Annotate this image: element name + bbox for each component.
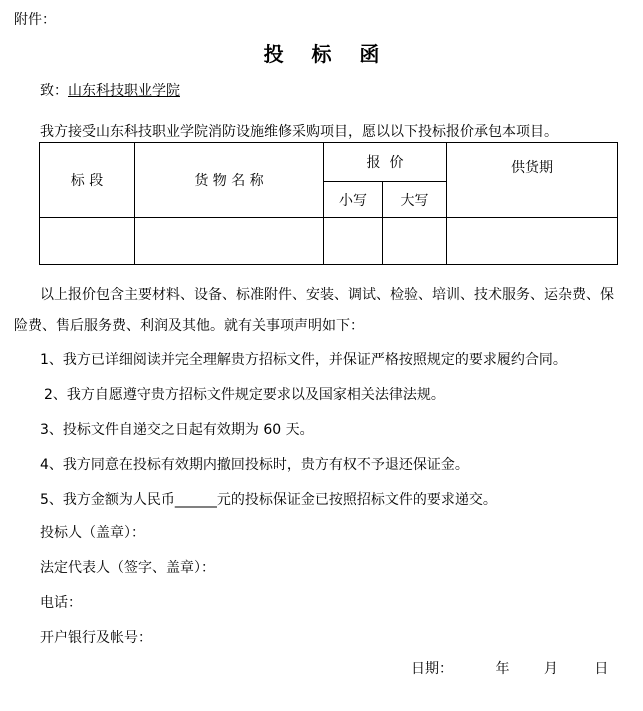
header-price-upper: 大写	[383, 182, 447, 218]
declaration-item: 1、我方已详细阅读并完全理解贵方招标文件，并保证严格按照规定的要求履约合同。	[40, 352, 567, 368]
cell-price-lower[interactable]	[324, 218, 383, 265]
bidder-seal-label: 投标人（盖章）：	[40, 525, 145, 541]
header-section: 标 段	[40, 143, 135, 218]
declaration-item: 3、投标文件自递交之日起有效期为 60 天。	[40, 422, 314, 438]
bid-price-table	[39, 142, 618, 265]
declaration-item: 4、我方同意在投标有效期内撤回投标时，贵方有权不予退还保证金。	[40, 457, 469, 473]
addressee-prefix: 致：	[40, 83, 68, 99]
cell-price-upper[interactable]	[383, 218, 447, 265]
legal-representative-label: 法定代表人（签字、盖章）：	[40, 560, 215, 576]
attachment-label: 附件：	[14, 12, 56, 28]
cell-section[interactable]	[40, 218, 135, 265]
date-month: 月	[543, 661, 558, 677]
date-year: 年	[495, 661, 510, 677]
declaration-item: 5、我方金额为人民币______元的投标保证金已按照招标文件的要求递交。	[40, 492, 497, 508]
date-day: 日	[594, 661, 609, 677]
addressee-name: 山东科技职业学院	[68, 83, 180, 99]
declaration-item: 2、我方自愿遵守贵方招标文件规定要求以及国家相关法律法规。	[44, 387, 445, 403]
header-price-lower: 小写	[324, 182, 383, 218]
document-title: 投 标 函	[263, 42, 380, 66]
phone-label: 电话：	[40, 595, 82, 611]
header-goods-name: 货 物 名 称	[135, 143, 324, 218]
date-label: 日期：	[411, 661, 453, 677]
addressee-line	[40, 80, 180, 100]
cell-goods-name[interactable]	[135, 218, 324, 265]
cell-supply-period[interactable]	[447, 218, 618, 265]
scope-paragraph-line1: 以上报价包含主要材料、设备、标准附件、安装、调试、检验、培训、技术服务、运杂费、保	[40, 287, 614, 303]
date-line	[411, 658, 608, 678]
scope-paragraph-line2: 险费、售后服务费、利润及其他。就有关事项声明如下：	[14, 318, 364, 334]
header-price: 报 价	[324, 143, 447, 182]
header-supply-period: 供货期	[447, 143, 618, 218]
bank-account-label: 开户银行及帐号：	[40, 630, 152, 646]
intro-text: 我方接受山东科技职业学院消防设施维修采购项目，愿以以下投标报价承包本项目。	[40, 124, 558, 140]
